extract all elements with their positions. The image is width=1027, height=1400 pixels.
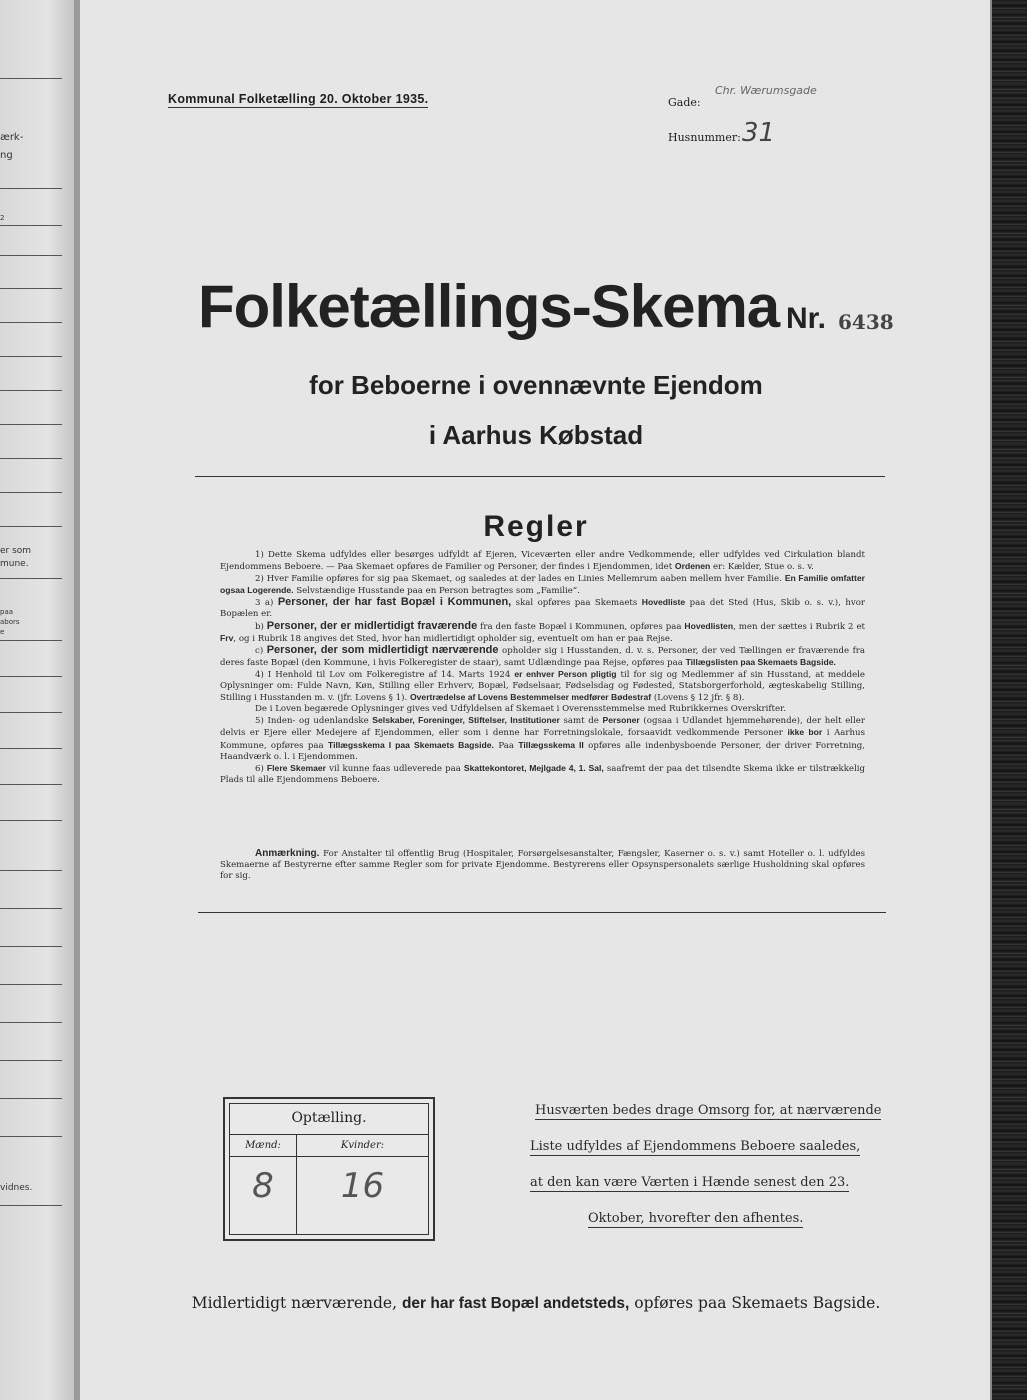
left-page-rule — [0, 984, 62, 985]
left-page-rule — [0, 322, 62, 323]
left-page-rule — [0, 492, 62, 493]
left-page-rule — [0, 578, 62, 579]
rule-4: 4) I Henhold til Lov om Folkeregistre af 14. Marts 1924 er enhver Person pligtig til for sig og Medlemmer af sin Husstand, at meddele Oplysninger om: Fulde Navn, Køn, Stilling eller Erhverv, Bopæl, Fødselsaar, Fødselsdag og Fødested, Statsborgerforhold, ægteskabelig Stilling, Stilling i Husstanden m. v. (jfr. Lovens § 1). Overtrædelse af Lovens Bestemmelser medfører Bødestraf (Lovens § 12 jfr. § 8). — [220, 668, 865, 704]
remark-label: Anmærkning. — [255, 848, 320, 859]
left-page-rule — [0, 1136, 62, 1137]
left-page-rule — [0, 1205, 62, 1206]
left-page-fragment: paa — [0, 608, 14, 616]
left-page-fragment: 2 — [0, 214, 5, 222]
left-page-fragment: abors — [0, 618, 20, 626]
form-number-value: 6438 — [838, 310, 894, 334]
women-label: Kvinder: — [340, 1140, 385, 1151]
book-binding — [992, 0, 1027, 1400]
instruction-line: at den kan være Værten i Hænde senest den 23. — [530, 1175, 850, 1190]
left-page-rule — [0, 820, 62, 821]
left-page-fragment: mune. — [0, 559, 29, 569]
rule-1: 1) Dette Skema udfyldes eller besørges udfyldt af Ejeren, Viceværten eller andre Vedkommende, eller udfyldes ved Cirkulation blandt Ejendommens Beboere. — Paa Skemaet opføres de Familier og Personer, der findes i Ejendommen, idet Ordenen er: Kælder, Stue o. s. v. — [220, 550, 865, 573]
left-page-rule — [0, 676, 62, 677]
men-count: 8 — [252, 1166, 274, 1206]
left-page-fragment: e — [0, 628, 5, 636]
street-value: Chr. Wærumsgade — [715, 84, 817, 97]
rule-6: 6) Flere Skemaer vil kunne faas udleverede paa Skattekontoret, Mejlgade 4, 1. Sal, saafremt der paa det tilsendte Skema ikke er tilstrækkelig Plads til alle Ejendommens Beboere. — [220, 762, 865, 785]
left-page-rule — [0, 225, 62, 226]
left-page-fragment: vidnes. — [0, 1183, 33, 1193]
rule-3b: b) Personer, der er midlertidigt fraværende fra den faste Bopæl i Kommunen, opføres paa Hovedlisten, men der sættes i Rubrik 2 et Frv, og i Rubrik 18 angives det Sted, hvor han midlertidigt opholder sig, eventuelt om han er paa Rejse. — [220, 619, 865, 644]
form-subtitle-line1: for Beboerne i ovennævnte Ejendom — [309, 370, 763, 400]
left-page-rule — [0, 946, 62, 947]
left-page-rule — [0, 640, 62, 641]
census-form-page — [80, 0, 992, 1400]
left-page-rule — [0, 78, 62, 79]
left-page-rule — [0, 526, 62, 527]
form-subtitle-line2: i Aarhus Købstad — [428, 420, 644, 450]
men-label: Mænd: — [245, 1140, 281, 1151]
house-number-value: 31 — [742, 118, 776, 148]
rule-2: 2) Hver Familie opføres for sig paa Skemaet, og saaledes at der lades en Linies Mellemrum aaben mellem hver Familie. En Familie omfatter ogsaa Logerende. Selvstændige Husstande paa en Person betragtes som „Familie“. — [220, 573, 865, 597]
left-page-rule — [0, 424, 62, 425]
left-page-rule — [0, 908, 62, 909]
rules-heading: Regler — [483, 510, 589, 543]
divider — [198, 912, 886, 913]
remark-text: Anmærkning. For Anstalter til offentlig Brug (Hospitaler, Forsørgelsesanstalter, Fængsler, Kaserner o. s. v.) samt Hoteller o. l. udfyldes Skemaerne af Bestyrerne efter samme Regler som for private Ejendomme. Bestyrerens eller Opsynspersonalets særlige Husholdning skal opføres for sig. — [220, 848, 865, 882]
left-page-rule — [0, 784, 62, 785]
divider — [195, 476, 885, 477]
instruction-line: Husværten bedes drage Omsorg for, at nærværende — [535, 1103, 882, 1118]
rule-3c: c) Personer, der som midlertidigt nærværende opholder sig i Husstanden, d. v. s. Personer, der ved Tællingen er fraværende fra deres faste Bopæl (den Kommune, i hvis Folkeregister de staar), samt Udlændinge paa Rejse, opføres paa Tillægslisten paa Skemaets Bagside. — [220, 643, 866, 668]
instruction-line: Oktober, hvorefter den afhentes. — [588, 1211, 804, 1226]
left-page-fragment: ng — [0, 150, 13, 161]
left-page-rule — [0, 390, 62, 391]
count-title: Optælling. — [291, 1110, 367, 1126]
form-title: Folketællings-Skema — [198, 273, 780, 340]
footer-note: Midlertidigt nærværende, der har fast Bopæl andetsteds, opføres paa Skemaets Bagside. — [191, 1294, 881, 1312]
instruction-line: Liste udfyldes af Ejendommens Beboere saaledes, — [530, 1139, 861, 1154]
left-page-rule — [0, 356, 62, 357]
left-page-rule — [0, 1060, 62, 1061]
rule-5: 5) Inden- og udenlandske Selskaber, Foreninger, Stiftelser, Institutioner samt de Personer (ogsaa i Udlandet hjemmehørende), der helt eller delvis er Ejere eller Medejere af Ejendommen, eller som i denne har Forretningslokale, forsaavidt vedkommende Personer ikke bor i Aarhus Kommune, opføres paa Tillægsskema I paa Skemaets Bagside. Paa Tillægsskema II opføres alle indenbysboende Personer, der driver Forretning, Haandværk o. l. i Ejendommen. — [220, 715, 866, 762]
women-count: 16 — [340, 1166, 385, 1206]
count-box — [223, 1097, 435, 1241]
left-page-rule — [0, 870, 62, 871]
rule-4-cont: De i Loven begærede Oplysninger gives ved Udfyldelsen af Skemaet i Overensstemmelse med Rubrikkernes Overskrifter. — [255, 704, 786, 715]
left-page-rule — [0, 458, 62, 459]
house-number-label: Husnummer: — [668, 131, 741, 144]
left-page-rule — [0, 288, 62, 289]
adjacent-page-strip — [0, 0, 80, 1400]
left-page-fragment: er som — [0, 546, 32, 556]
rules-text — [220, 550, 865, 786]
left-page-fragment: ærk- — [0, 132, 24, 143]
left-page-rule — [0, 255, 62, 256]
left-page-rule — [0, 1098, 62, 1099]
census-title: Kommunal Folketælling 20. Oktober 1935. — [168, 92, 429, 106]
street-label: Gade: — [668, 96, 701, 109]
rule-3a: 3 a) Personer, der har fast Bopæl i Kommunen, skal opføres paa Skemaets Hovedliste paa det Sted (Hus, Skib o. s. v.), hvor Bopælen er. — [220, 596, 866, 620]
left-page-rule — [0, 748, 62, 749]
left-page-rule — [0, 1022, 62, 1023]
form-number-label: Nr. — [786, 302, 827, 335]
left-page-rule — [0, 188, 62, 189]
left-page-rule — [0, 712, 62, 713]
